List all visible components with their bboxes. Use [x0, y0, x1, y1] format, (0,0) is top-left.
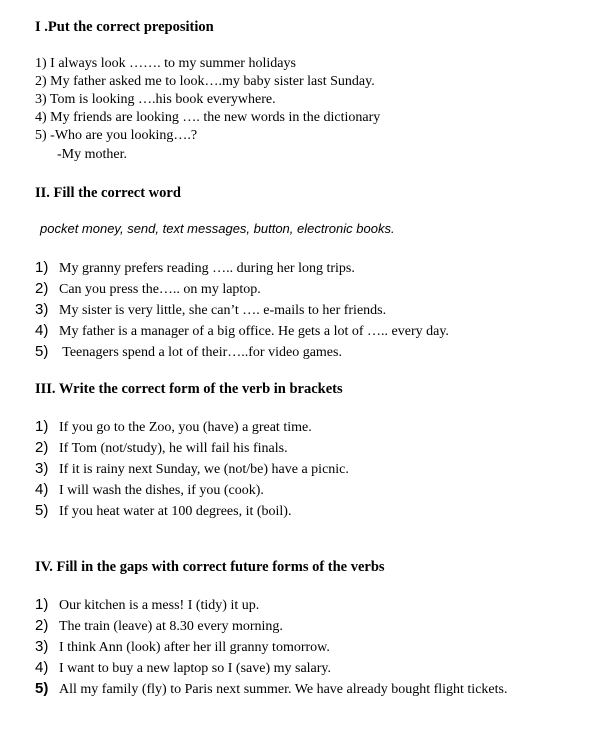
section1-item-3: 3) Tom is looking ….his book everywhere. [35, 92, 276, 107]
section2-item-4 [35, 322, 449, 341]
section3-item-3 [35, 460, 349, 479]
item-number: 2) [35, 617, 49, 634]
section3-item-1 [35, 418, 312, 437]
section2-item-2 [35, 280, 261, 299]
section3-item-2 [35, 439, 288, 458]
item-text: I think Ann (look) after her ill granny tomorrow. [59, 640, 330, 655]
item-text: My granny prefers reading ….. during her long trips. [59, 261, 355, 276]
section1-item-4: 4) My friends are looking …. the new words in the dictionary [35, 110, 381, 125]
item-number: 3) [35, 301, 49, 318]
item-number: 3) [35, 638, 49, 655]
section1-item-5: 5) -Who are you looking….? [35, 128, 198, 143]
item-number: 4) [35, 481, 49, 498]
section2-heading: II. Fill the correct word [35, 185, 181, 201]
section2-item-1 [35, 259, 355, 278]
item-text: I want to buy a new laptop so I (save) my salary. [59, 661, 332, 676]
item-text: My sister is very little, she can’t …. e-mails to her friends. [59, 303, 387, 318]
section2-item-5 [35, 343, 342, 362]
item-number: 4) [35, 322, 49, 339]
section4-heading: IV. Fill in the gaps with correct future forms of the verbs [35, 559, 385, 575]
section4-item-2 [35, 617, 283, 636]
section1-reply: -My mother. [57, 147, 127, 162]
item-text: My father is a manager of a big office. He gets a lot of ….. every day. [59, 324, 449, 339]
section4-item-5 [35, 680, 507, 699]
item-number: 4) [35, 659, 49, 676]
section4-item-3 [35, 638, 330, 657]
section4-item-1 [35, 596, 259, 615]
item-number: 5) [35, 680, 49, 697]
item-text: If you go to the Zoo, you (have) a great time. [59, 420, 312, 435]
section1-item-2: 2) My father asked me to look….my baby sister last Sunday. [35, 74, 375, 89]
section3-item-5 [35, 502, 291, 521]
item-number: 1) [35, 596, 49, 613]
item-text: If Tom (not/study), he will fail his finals. [59, 441, 288, 456]
item-number: 1) [35, 259, 49, 276]
item-number: 1) [35, 418, 49, 435]
item-number: 3) [35, 460, 49, 477]
item-number: 5) [35, 502, 49, 519]
item-text: The train (leave) at 8.30 every morning. [59, 619, 283, 634]
item-text: Our kitchen is a mess! I (tidy) it up. [59, 598, 260, 613]
item-text: Teenagers spend a lot of their…..for video games. [59, 345, 342, 360]
item-text: All my family (fly) to Paris next summer. We have already bought flight tickets. [59, 682, 508, 697]
item-number: 2) [35, 280, 49, 297]
item-text: Can you press the….. on my laptop. [59, 282, 261, 297]
word-bank: pocket money, send, text messages, button, electronic books. [40, 221, 395, 236]
section2-item-3 [35, 301, 386, 320]
item-number: 2) [35, 439, 49, 456]
section1-heading: I .Put the correct preposition [35, 19, 214, 35]
section3-item-4 [35, 481, 264, 500]
item-number: 5) [35, 343, 49, 360]
item-text: If you heat water at 100 degrees, it (boil). [59, 504, 292, 519]
item-text: If it is rainy next Sunday, we (not/be) have a picnic. [59, 462, 349, 477]
item-text: I will wash the dishes, if you (cook). [59, 483, 264, 498]
section1-item-1: 1) I always look ……. to my summer holidays [35, 56, 296, 71]
section4-item-4 [35, 659, 331, 678]
section3-heading: III. Write the correct form of the verb in brackets [35, 381, 343, 397]
